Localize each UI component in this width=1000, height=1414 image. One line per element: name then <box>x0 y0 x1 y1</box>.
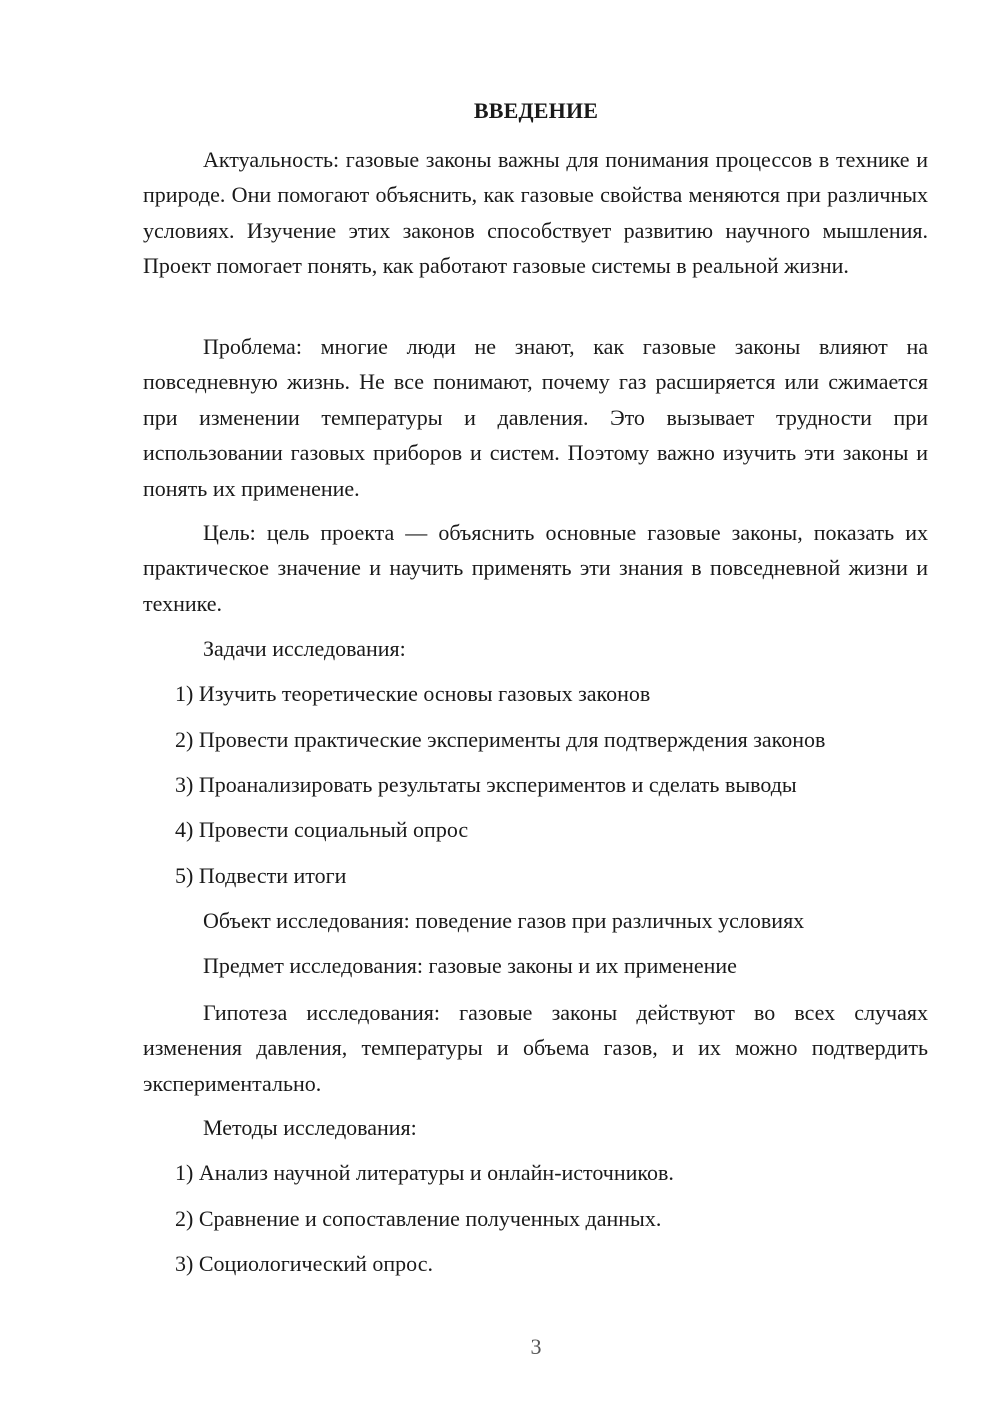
list-item-method-2: 2) Сравнение и сопоставление полученных данных. <box>175 1206 662 1231</box>
research-subject: Предмет исследования: газовые законы и их применение <box>203 953 737 978</box>
list-item-task-5: 5) Подвести итоги <box>175 863 347 888</box>
methods-heading: Методы исследования: <box>203 1115 417 1140</box>
list-item-method-3: 3) Социологический опрос. <box>175 1251 433 1276</box>
list-item-task-1: 1) Изучить теоретические основы газовых законов <box>175 681 651 706</box>
page-number: 3 <box>530 1334 542 1359</box>
paragraph-relevance: Актуальность: газовые законы важны для понимания процессов в технике и природе. Они помогают объяснить, как газовые свойства меняются при различных условиях. Изучение этих законов способствует развитию научного мышления. Проект помогает понять, как работают газовые системы в реальной жизни. <box>143 147 928 279</box>
tasks-heading: Задачи исследования: <box>203 636 406 661</box>
paragraph-goal: Цель: цель проекта — объяснить основные газовые законы, показать их практическое значение и научить применять эти знания в повседневной жизни и технике. <box>143 520 928 616</box>
list-item-task-2: 2) Провести практические эксперименты для подтверждения законов <box>175 727 826 752</box>
list-item-task-3: 3) Проанализировать результаты экспериментов и сделать выводы <box>175 772 797 797</box>
page-title: ВВЕДЕНИЕ <box>473 98 599 123</box>
research-object: Объект исследования: поведение газов при различных условиях <box>203 908 805 933</box>
list-item-task-4: 4) Провести социальный опрос <box>175 817 469 842</box>
list-item-method-1: 1) Анализ научной литературы и онлайн-источников. <box>175 1160 674 1185</box>
paragraph-hypothesis: Гипотеза исследования: газовые законы действуют во всех случаях изменения давления, температуры и объема газов, и их можно подтвердить экспериментально. <box>143 1000 928 1096</box>
paragraph-problem: Проблема: многие люди не знают, как газовые законы влияют на повседневную жизнь. Не все понимают, почему газ расширяется или сжимается при изменении температуры и давления. Это вызывает трудности при использовании газовых приборов и систем. Поэтому важно изучить эти законы и понять их применение. <box>143 334 928 501</box>
